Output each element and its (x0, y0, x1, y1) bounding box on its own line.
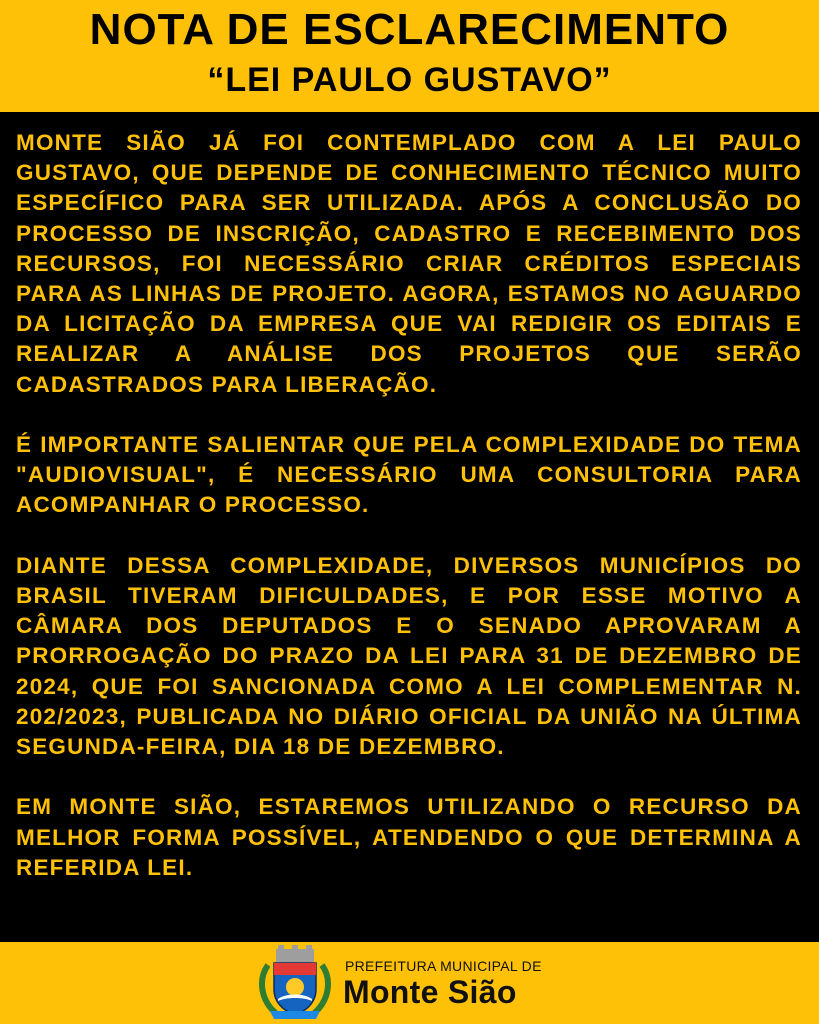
org-prefix: PREFEITURA MUNICIPAL DE (345, 958, 542, 974)
paragraph-3: DIANTE DESSA COMPLEXIDADE, DIVERSOS MUNICÍPIOS DO BRASIL TIVERAM DIFICULDADES, E POR ESSE MOTIVO A CÂMARA DOS DEPUTADOS E O SENADO APROVARAM A PRORROGAÇÃO DO PRAZO DA LEI PARA 31 DE DEZEMBRO DE 2024, QUE FOI SANCIONADA COMO A LEI COMPLEMENTAR N. 202/2023, PUBLICADA NO DIÁRIO OFICIAL DA UNIÃO NA ÚLTIMA SEGUNDA-FEIRA, DIA 18 DE DEZEMBRO. (16, 552, 802, 760)
page-title: NOTA DE ESCLARECIMENTO (89, 5, 730, 54)
paragraph-1: MONTE SIÃO JÁ FOI CONTEMPLADO COM A LEI PAULO GUSTAVO, QUE DEPENDE DE CONHECIMENTO TÉCNICO MUITO ESPECÍFICO PARA SER UTILIZADA. APÓS A CONCLUSÃO DO PROCESSO DE INSCRIÇÃO, CADASTRO E RECEBIMENTO DOS RECURSOS, FOI NECESSÁRIO CRIAR CRÉDITOS ESPECIAIS PARA AS LINHAS DE PROJETO. AGORA, ESTAMOS NO AGUARDO DA LICITAÇÃO DA EMPRESA QUE VAI REDIGIR OS EDITAIS E REALIZAR A ANÁLISE DOS PROJETOS QUE SERÃO CADASTRADOS PARA LIBERAÇÃO. (16, 130, 802, 397)
page-subtitle: “LEI PAULO GUSTAVO” (207, 61, 612, 99)
header-banner (0, 0, 819, 112)
org-name: Monte Sião (343, 974, 517, 1010)
coat-of-arms-icon (256, 945, 334, 1021)
paragraph-4: EM MONTE SIÃO, ESTAREMOS UTILIZANDO O RECURSO DA MELHOR FORMA POSSÍVEL, ATENDENDO O QUE DETERMINA A REFERIDA LEI. (16, 794, 802, 880)
paragraph-2: É IMPORTANTE SALIENTAR QUE PELA COMPLEXIDADE DO TEMA "AUDIOVISUAL", É NECESSÁRIO UMA CONSULTORIA PARA ACOMPANHAR O PROCESSO. (16, 432, 802, 518)
notice-body (16, 128, 802, 913)
